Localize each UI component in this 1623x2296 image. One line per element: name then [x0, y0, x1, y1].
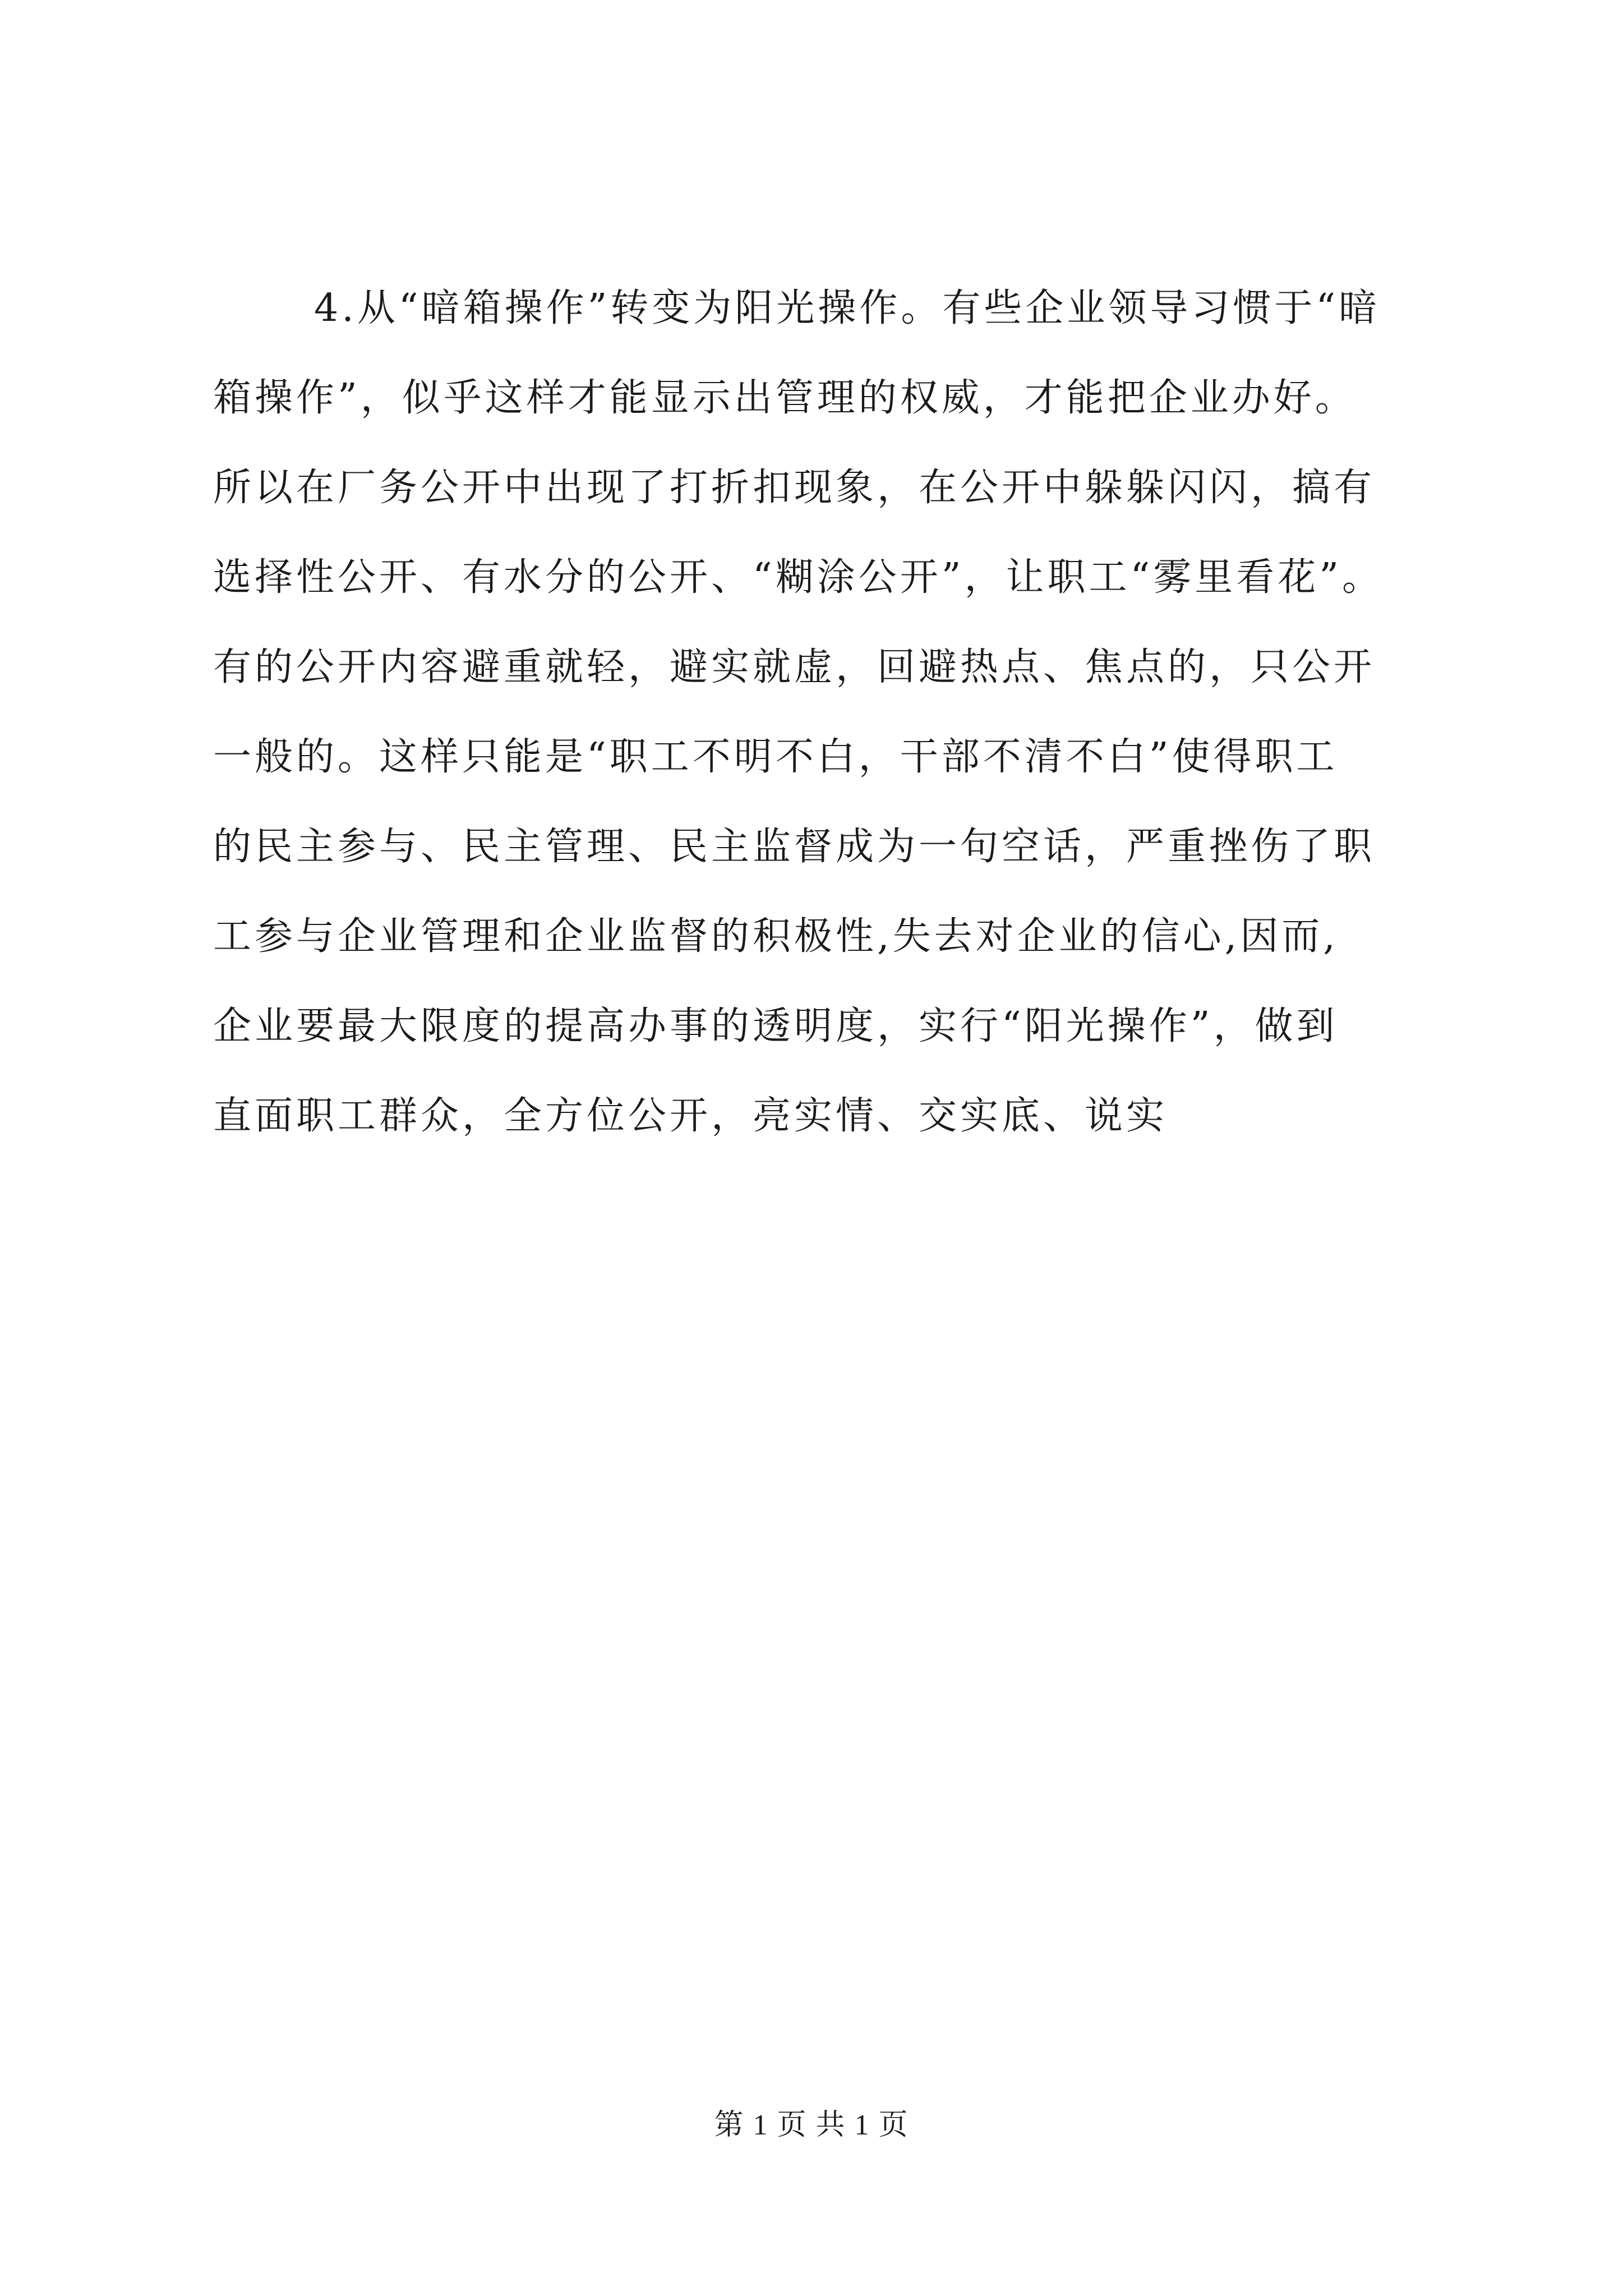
paragraph-line: 有的公开内容避重就轻，避实就虚，回避热点、焦点的，只公开	[213, 645, 1376, 689]
body-paragraph	[213, 264, 1447, 1161]
paragraph-line: 选择性公开、有水分的公开、“糊涂公开”，让职工“雾里看花”。	[213, 555, 1384, 600]
paragraph-line: 箱操作”，似乎这样才能显示出管理的权威，才能把企业办好。	[213, 376, 1357, 420]
page-number-footer: 第 1 页 共 1 页	[714, 2109, 909, 2141]
paragraph-line: 工参与企业管理和企业监督的积极性,失去对企业的信心,因而,	[213, 914, 1339, 959]
paragraph-line: 企业要最大限度的提高办事的透明度，实行“阳光操作”，做到	[213, 1004, 1338, 1048]
paragraph-line: 4.从“暗箱操作”转变为阳光操作。有些企业领导习惯于“暗	[314, 286, 1381, 330]
paragraph-line: 直面职工群众，全方位公开，亮实情、交实底、说实	[213, 1094, 1168, 1138]
paragraph-line: 所以在厂务公开中出现了打折扣现象，在公开中躲躲闪闪，搞有	[213, 466, 1376, 510]
paragraph-line: 的民主参与、民主管理、民主监督成为一句空话，严重挫伤了职	[213, 825, 1376, 869]
paragraph-line: 一般的。这样只能是“职工不明不白，干部不清不白”使得职工	[213, 735, 1338, 779]
